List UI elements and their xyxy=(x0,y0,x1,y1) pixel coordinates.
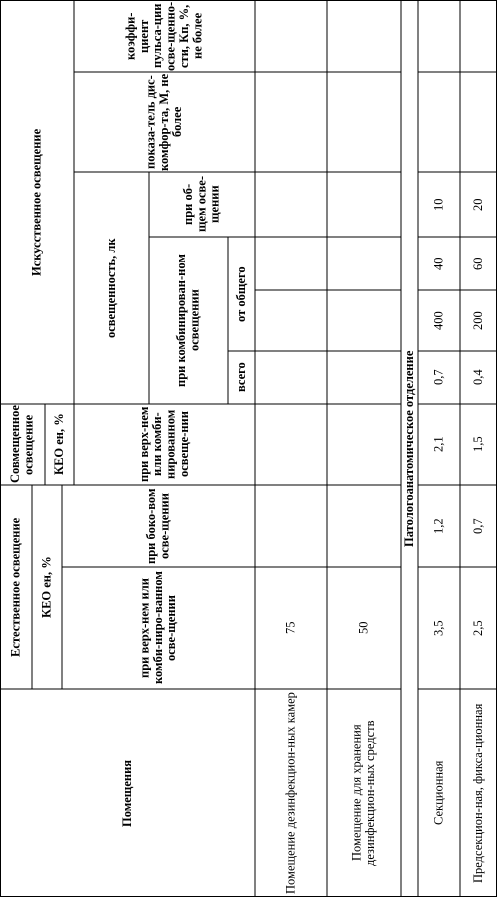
cell-room: Предсекцион-ная, фикса-ционная xyxy=(470,703,485,883)
header-illuminance: освещенность, лк xyxy=(103,238,118,338)
cell-nat_top: 50 xyxy=(356,621,371,635)
cell-comb_top: 2,1 xyxy=(431,436,446,453)
header-combined-top: при верх-нем или комби-нированном освеще-нии xyxy=(136,406,191,483)
cell-pulsation xyxy=(327,0,401,72)
header-combined-lighting: при комбинирован-ном освещении xyxy=(174,254,202,387)
header-general-lighting: при об-щем осве-щении xyxy=(180,176,222,233)
cell-comb_top xyxy=(327,404,401,485)
cell-total: 200 xyxy=(470,311,485,330)
cell-general xyxy=(327,172,401,237)
header-discomfort: показа-тель дис-комфор-та, М, не более xyxy=(143,73,185,171)
header-from-general: от общего xyxy=(233,266,248,322)
cell-discomfort xyxy=(460,72,497,172)
header-natural: Естественное освещение xyxy=(8,517,23,657)
header-total: всего xyxy=(233,362,248,393)
cell-pulsation xyxy=(418,0,460,72)
section-title: Патологоанатомическое отделение xyxy=(401,350,416,547)
cell-room: Помещение дезинфекцион-ных камер xyxy=(283,692,298,894)
cell-general_of: 60 xyxy=(470,257,485,270)
cell-total xyxy=(255,290,327,351)
header-natural-keo: КЕО ен, % xyxy=(39,556,54,618)
cell-room: Секционная xyxy=(431,760,446,826)
cell-comb_top: 1,5 xyxy=(470,436,485,453)
header-natural-side: при боко-вом осве-щении xyxy=(144,488,172,564)
cell-total xyxy=(327,290,401,351)
header-combined: Совмещенное освещение xyxy=(8,405,36,484)
cell-comb_top xyxy=(255,404,327,485)
cell-comb_side xyxy=(327,351,401,404)
header-rooms: Помещения xyxy=(119,759,134,827)
cell-general xyxy=(255,172,327,237)
cell-total: 400 xyxy=(431,311,446,330)
cell-general: 20 xyxy=(470,198,485,211)
cell-nat_side: 0,7 xyxy=(470,518,485,534)
cell-nat_side xyxy=(255,485,327,567)
cell-nat_side xyxy=(327,485,401,567)
cell-pulsation xyxy=(255,0,327,72)
cell-pulsation xyxy=(460,0,497,72)
cell-nat_top: 75 xyxy=(283,621,298,635)
cell-nat_top: 3,5 xyxy=(431,620,446,636)
cell-comb_side: 0,7 xyxy=(431,369,446,386)
cell-general: 10 xyxy=(431,198,446,211)
header-pulsation: коэффи-циент пульса-ции осве-щенно-сти, Кп, %, не более xyxy=(123,1,205,71)
cell-discomfort xyxy=(255,72,327,172)
cell-nat_top: 2,5 xyxy=(470,620,485,636)
cell-general_of xyxy=(255,237,327,290)
cell-nat_side: 1,2 xyxy=(431,518,446,534)
cell-room: Помещение для хранения дезинфекцион-ных средств xyxy=(349,720,377,866)
cell-discomfort xyxy=(327,72,401,172)
header-natural-top: при верх-нем или комби-ниро-ванном осве-щении xyxy=(137,571,179,685)
header-artificial: Искусственное освещение xyxy=(29,128,44,276)
cell-comb_side: 0,4 xyxy=(470,369,485,386)
header-combined-keo: КЕО ен, % xyxy=(51,413,66,476)
cell-general_of xyxy=(327,237,401,290)
cell-discomfort xyxy=(418,72,460,172)
cell-general_of: 40 xyxy=(431,257,446,270)
cell-comb_side xyxy=(255,351,327,404)
